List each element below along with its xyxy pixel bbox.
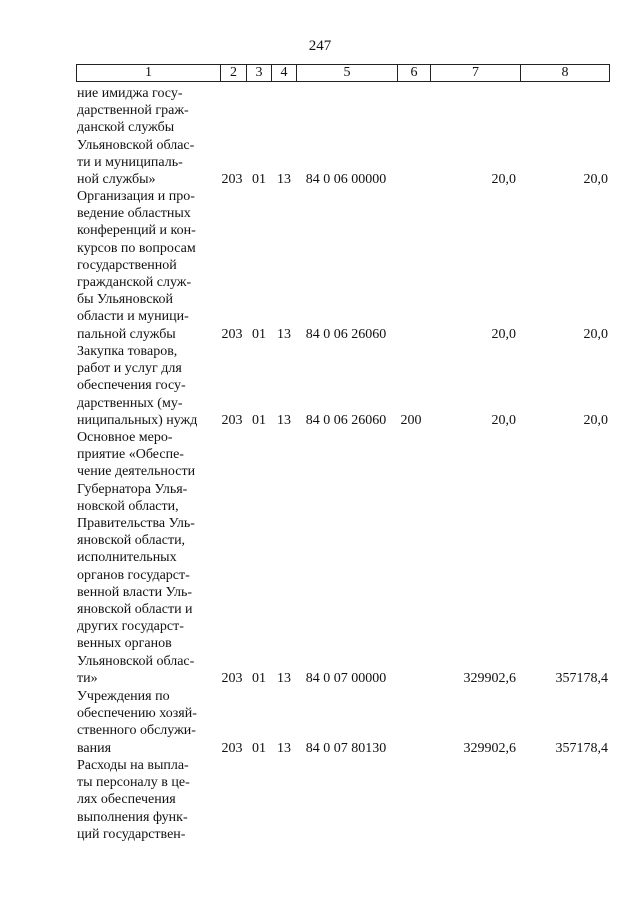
code-2: 203 <box>221 413 243 428</box>
header-col-3: 3 <box>247 65 272 81</box>
code-2: 203 <box>221 671 243 686</box>
code-4: 13 <box>277 671 291 686</box>
row-description: Закупка товаров, работ и услуг для обеспечения госу- дарственных (му- ниципальных) нужд <box>77 344 198 428</box>
amount-col-7: 329902,6 <box>463 671 516 686</box>
header-col-5: 5 <box>297 65 398 81</box>
code-4: 13 <box>277 327 291 342</box>
row-description: Основное меро- приятие «Обеспе- чение деятельности Губернатора Улья- новской области, Правительства Уль- яновской области, исполнительных органов государст- венной власти Уль- яновской области и других государст- венных органов Ульяновской облас- ти» <box>77 430 196 686</box>
code-5: 84 0 06 00000 <box>305 172 387 187</box>
amount-col-7: 20,0 <box>491 413 516 428</box>
code-4: 13 <box>277 741 291 756</box>
code-4: 13 <box>277 172 291 187</box>
amount-col-7: 20,0 <box>491 172 516 187</box>
header-col-1: 1 <box>77 65 221 81</box>
amount-col-8: 357178,4 <box>555 671 608 686</box>
code-3: 01 <box>252 172 266 187</box>
code-5: 84 0 06 26060 <box>305 327 387 342</box>
code-4: 13 <box>277 413 291 428</box>
header-col-7: 7 <box>431 65 521 81</box>
table-header <box>76 64 610 82</box>
amount-col-8: 20,0 <box>583 327 608 342</box>
row-description: Учреждения по обеспечению хозяй- ственного обслужи- вания <box>77 689 197 756</box>
code-2: 203 <box>221 327 243 342</box>
page-number: 247 <box>308 38 332 54</box>
code-3: 01 <box>252 327 266 342</box>
row-description: Организация и про- ведение областных конференций и кон- курсов по вопросам государственной гражданской служ- бы Ульяновской области и муници- пальной службы <box>77 189 196 342</box>
code-3: 01 <box>252 413 266 428</box>
code-3: 01 <box>252 671 266 686</box>
code-6: 200 <box>400 413 422 428</box>
code-5: 84 0 07 00000 <box>305 671 387 686</box>
amount-col-8: 20,0 <box>583 413 608 428</box>
row-description: ние имиджа госу- дарственной граж- данской службы Ульяновской облас- ти и муниципаль- ной службы» <box>77 86 195 188</box>
amount-col-7: 329902,6 <box>463 741 516 756</box>
code-3: 01 <box>252 741 266 756</box>
row-description: Расходы на выпла- ты персоналу в це- лях обеспечения выполнения функ- ций государствен- <box>77 758 190 842</box>
code-5: 84 0 06 26060 <box>305 413 387 428</box>
header-col-4: 4 <box>272 65 297 81</box>
header-col-8: 8 <box>561 65 569 80</box>
header-col-2: 2 <box>221 65 247 81</box>
header-col-6: 6 <box>398 65 431 81</box>
code-2: 203 <box>221 741 243 756</box>
amount-col-8: 20,0 <box>583 172 608 187</box>
amount-col-8: 357178,4 <box>555 741 608 756</box>
code-2: 203 <box>221 172 243 187</box>
code-5: 84 0 07 80130 <box>305 741 387 756</box>
amount-col-7: 20,0 <box>491 327 516 342</box>
